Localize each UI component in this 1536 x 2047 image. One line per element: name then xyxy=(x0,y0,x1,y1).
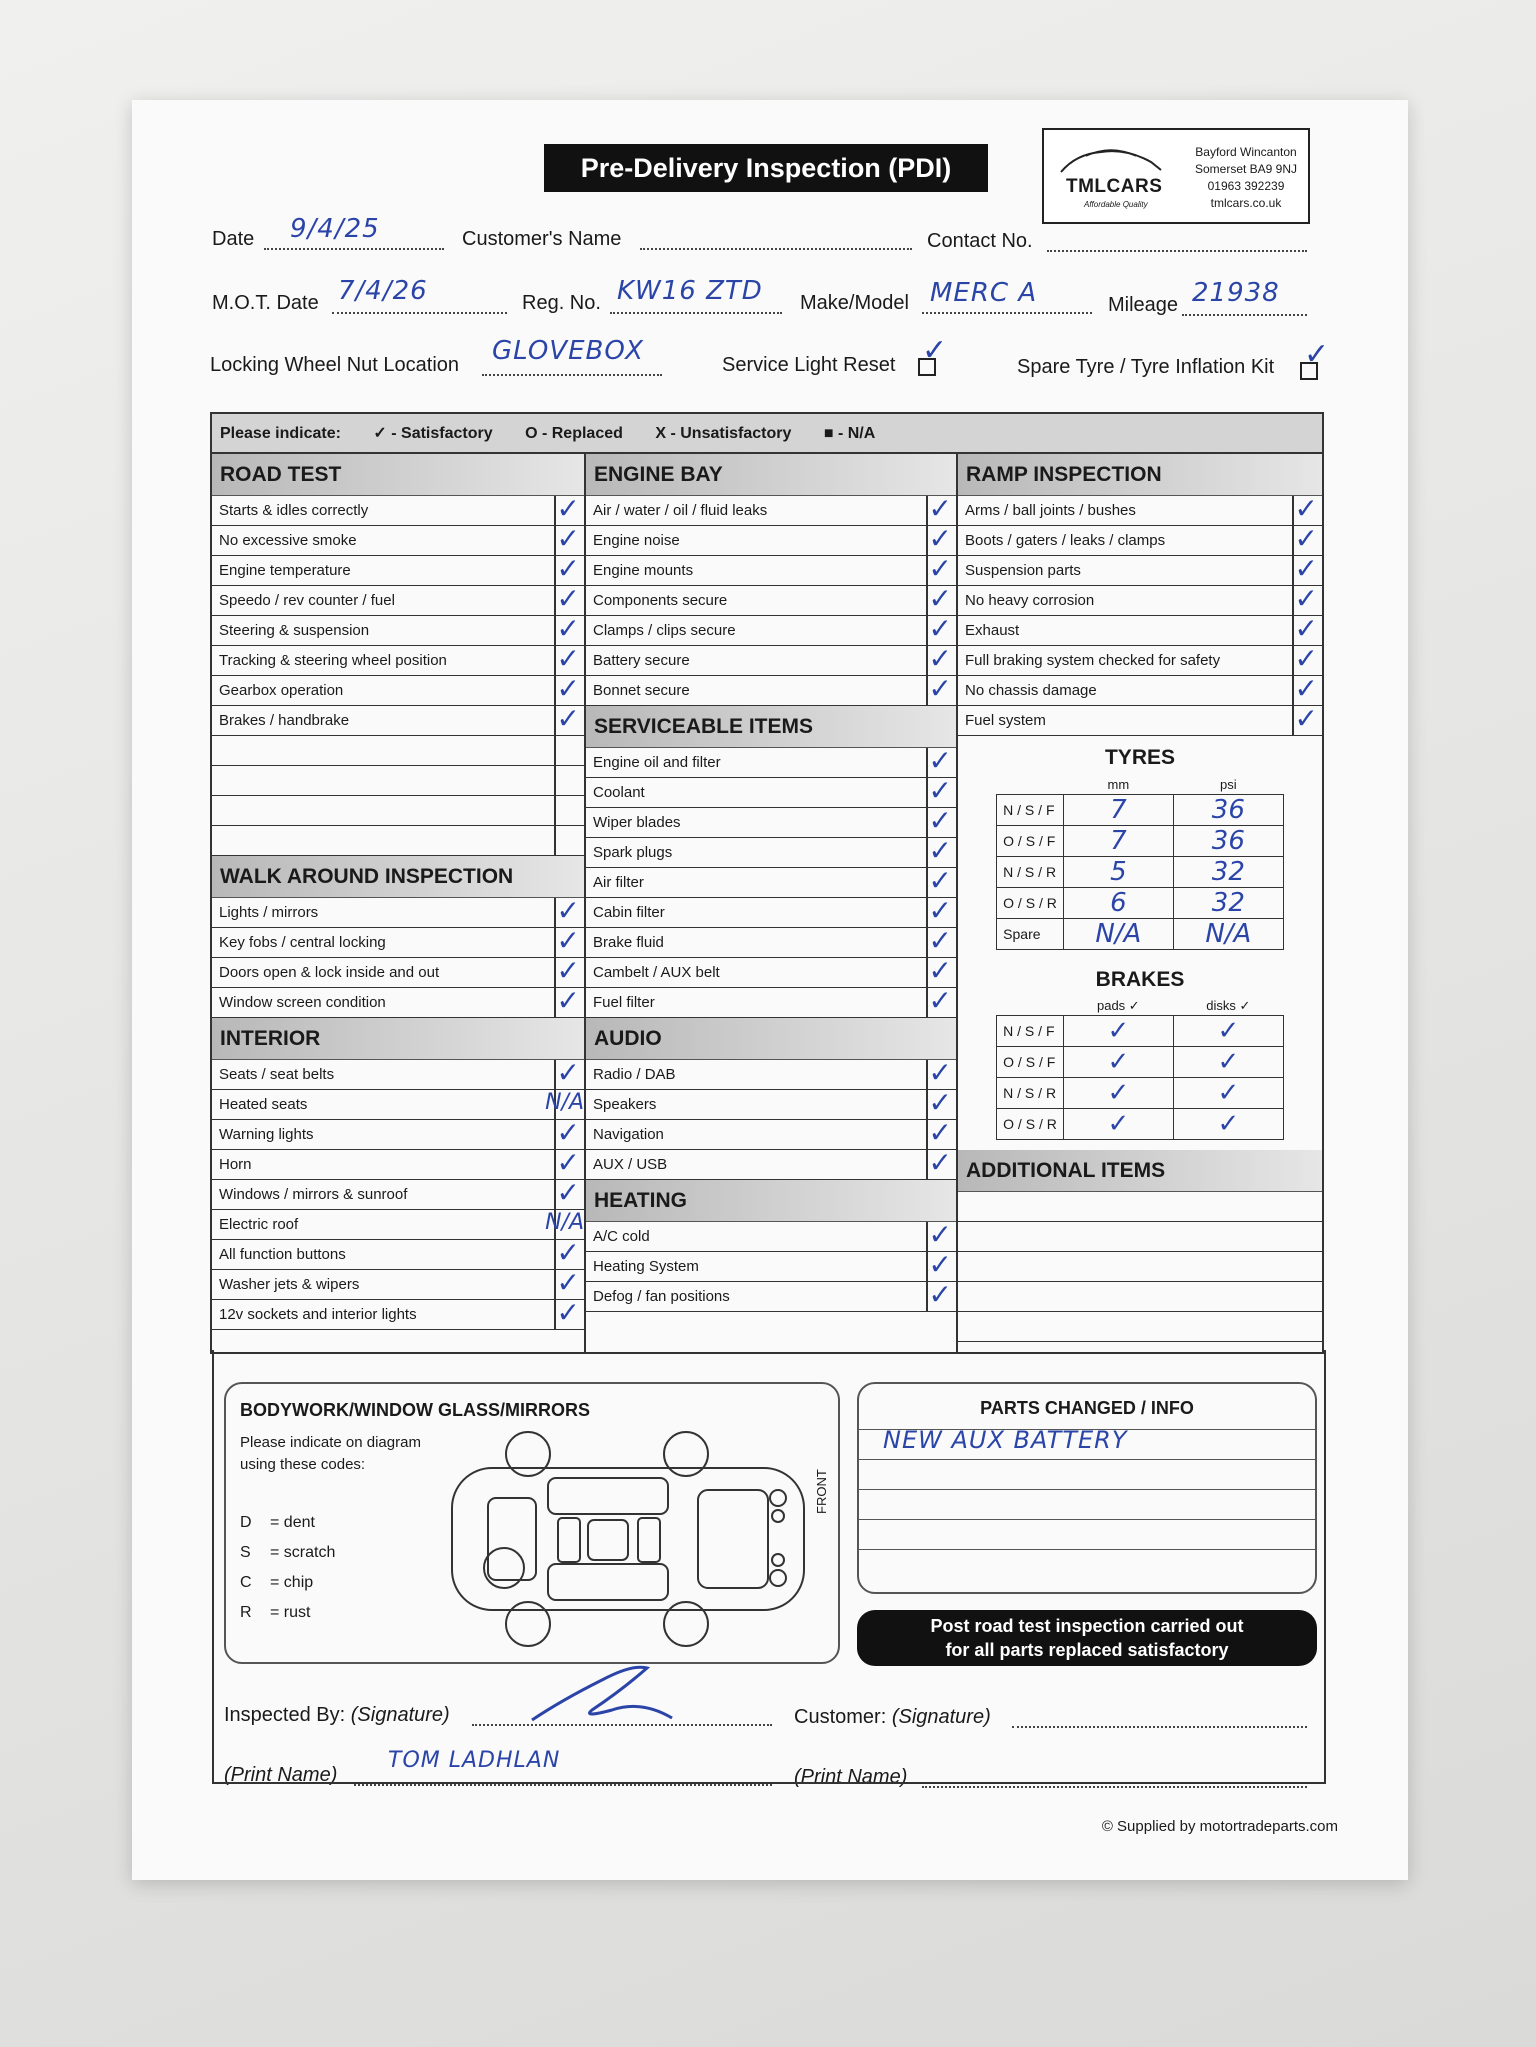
road-test-row[interactable] xyxy=(212,672,584,706)
engine-bay-label: Engine mounts xyxy=(593,562,694,579)
brakes-table: pads ✓ disks ✓ N / S / F ✓ ✓ O / S / F ✓ ✓ N / S / R ✓ ✓ O / S / R ✓ ✓ xyxy=(996,998,1284,1141)
engine-bay-label: Engine noise xyxy=(593,532,680,549)
brake-row xyxy=(997,1078,1284,1109)
na-mark: N/A xyxy=(545,1210,584,1235)
additional-items-heading: ADDITIONAL ITEMS xyxy=(958,1150,1322,1192)
tyre-pressure-field[interactable]: 32 xyxy=(1173,856,1283,887)
road-test-label: Starts & idles correctly xyxy=(219,502,369,519)
additional-line[interactable] xyxy=(958,1312,1322,1342)
interior-label: Heated seats xyxy=(219,1096,308,1113)
mileage-label: Mileage xyxy=(1108,294,1179,316)
road-test-row[interactable] xyxy=(212,582,584,616)
ramp-row[interactable] xyxy=(958,672,1322,706)
footer-credit: © Supplied by motortradeparts.com xyxy=(1101,1818,1338,1835)
tick-mark-icon: ✓ xyxy=(928,804,952,837)
tick-mark-icon: ✓ xyxy=(928,1116,952,1149)
brake-row xyxy=(997,1016,1284,1047)
tyre-depth-field[interactable]: 7 xyxy=(1063,825,1173,856)
inspector-print-label: (Print Name) xyxy=(224,1764,338,1786)
parts-entry: NEW AUX BATTERY xyxy=(883,1426,1128,1454)
tyre-depth-field[interactable]: N/A xyxy=(1063,918,1173,949)
interior-heading: INTERIOR xyxy=(212,1018,584,1060)
road-test-label: Gearbox operation xyxy=(219,682,344,699)
engine-bay-heading: ENGINE BAY xyxy=(586,454,956,496)
serviceable-row[interactable] xyxy=(586,804,956,838)
tick-mark-icon: ✓ xyxy=(1294,672,1318,705)
audio-label: Speakers xyxy=(593,1096,657,1113)
interior-label: Horn xyxy=(219,1156,252,1173)
logo-tagline: Affordable Quality xyxy=(1084,200,1148,209)
mileage-field[interactable]: 21938 xyxy=(1192,278,1280,308)
engine-bay-row[interactable] xyxy=(586,642,956,676)
road-test-label: No excessive smoke xyxy=(219,532,357,549)
ramp-row[interactable] xyxy=(958,552,1322,586)
tyre-row xyxy=(997,794,1284,825)
tick-mark-icon: ✓ xyxy=(556,1056,580,1089)
make-model-field[interactable]: MERC A xyxy=(930,278,1038,308)
serviceable-label: Engine oil and filter xyxy=(593,754,721,771)
tyre-row xyxy=(997,887,1284,918)
interior-label: 12v sockets and interior lights xyxy=(219,1306,417,1323)
ramp-row[interactable] xyxy=(958,702,1322,736)
ramp-label: Suspension parts xyxy=(965,562,1081,579)
tyre-position: O / S / R xyxy=(997,887,1064,918)
tick-mark-icon: ✓ xyxy=(928,522,952,555)
tick-mark-icon: ✓ xyxy=(556,984,580,1017)
engine-bay-row[interactable] xyxy=(586,582,956,616)
wheel-nut-label: Locking Wheel Nut Location xyxy=(210,354,460,376)
damage-codes: D = dent S = scratch C = chip R = rust xyxy=(240,1514,336,1621)
serviceable-row[interactable] xyxy=(586,774,956,808)
engine-bay-row[interactable] xyxy=(586,492,956,526)
brake-position: O / S / R xyxy=(997,1109,1064,1140)
tick-mark-icon: ✓ xyxy=(928,864,952,897)
bodywork-panel xyxy=(224,1382,840,1664)
tick-mark-icon: ✓ xyxy=(556,672,580,705)
tick-mark-icon: ✓ xyxy=(928,1248,952,1281)
tick-mark-icon: ✓ xyxy=(928,642,952,675)
post-road-test-banner: Post road test inspection carried out for all parts replaced satisfactory xyxy=(857,1610,1317,1666)
tyre-pressure-field[interactable]: 36 xyxy=(1173,794,1283,825)
tick-mark-icon: ✓ xyxy=(928,1086,952,1119)
tyre-pressure-field[interactable]: 36 xyxy=(1173,825,1283,856)
tick-mark-icon: ✓ xyxy=(928,984,952,1017)
engine-bay-row[interactable] xyxy=(586,672,956,706)
ramp-label: Exhaust xyxy=(965,622,1020,639)
customer-name-field[interactable] xyxy=(640,248,912,250)
engine-bay-label: Air / water / oil / fluid leaks xyxy=(593,502,768,519)
engine-bay-row[interactable] xyxy=(586,522,956,556)
brakes-heading: BRAKES xyxy=(1095,967,1185,991)
customer-sig-label: Customer: (Signature) xyxy=(794,1706,991,1728)
ramp-row[interactable] xyxy=(958,612,1322,646)
interior-label: All function buttons xyxy=(219,1246,346,1263)
tick-mark-icon: ✓ xyxy=(1294,582,1318,615)
pads-check-field[interactable]: ✓ xyxy=(1063,1016,1173,1047)
make-model-label: Make/Model xyxy=(800,292,909,314)
service-light-label: Service Light Reset xyxy=(722,354,896,376)
inspector-signature-icon xyxy=(522,1660,682,1730)
serviceable-row[interactable] xyxy=(586,984,956,1018)
car-diagram[interactable] xyxy=(448,1428,818,1648)
interior-label: Windows / mirrors & sunroof xyxy=(219,1186,408,1203)
tyre-pressure-field[interactable]: N/A xyxy=(1173,918,1283,949)
road-test-label: Brakes / handbrake xyxy=(219,712,350,729)
road-test-row[interactable] xyxy=(212,702,584,736)
ramp-row[interactable] xyxy=(958,492,1322,526)
tyre-row xyxy=(997,825,1284,856)
disks-check-field[interactable]: ✓ xyxy=(1173,1047,1283,1078)
disks-check-field[interactable]: ✓ xyxy=(1173,1078,1283,1109)
interior-label: Warning lights xyxy=(219,1126,314,1143)
interior-row[interactable] xyxy=(212,1296,584,1330)
ramp-label: Fuel system xyxy=(965,712,1046,729)
tick-mark-icon: ✓ xyxy=(928,954,952,987)
tick-mark-icon: ✓ xyxy=(1294,612,1318,645)
serviceable-label: Cabin filter xyxy=(593,904,665,921)
customer-signature-field[interactable] xyxy=(1012,1726,1307,1728)
road-test-row[interactable] xyxy=(212,492,584,526)
logo-brand: TMLCARS xyxy=(1066,176,1163,197)
tyre-depth-field[interactable]: 7 xyxy=(1063,794,1173,825)
engine-bay-label: Bonnet secure xyxy=(593,682,690,699)
ramp-row[interactable] xyxy=(958,522,1322,556)
spare-tyre-tick: ✓ xyxy=(1304,337,1330,372)
ramp-label: Arms / ball joints / bushes xyxy=(965,502,1136,519)
tick-mark-icon: ✓ xyxy=(556,1116,580,1149)
tick-mark-icon: ✓ xyxy=(556,582,580,615)
serviceable-label: Coolant xyxy=(593,784,645,801)
tick-mark-icon: ✓ xyxy=(928,924,952,957)
tick-mark-icon: ✓ xyxy=(928,1218,952,1251)
tick-mark-icon: ✓ xyxy=(1294,552,1318,585)
audio-label: Navigation xyxy=(593,1126,664,1143)
parts-changed-panel xyxy=(857,1382,1317,1594)
tick-mark-icon: ✓ xyxy=(556,1266,580,1299)
brake-position: N / S / R xyxy=(997,1078,1064,1109)
ramp-label: Boots / gaters / leaks / clamps xyxy=(965,532,1166,549)
walk-around-label: Key fobs / central locking xyxy=(219,934,386,951)
tick-mark-icon: ✓ xyxy=(556,1146,580,1179)
tyre-pressure-field[interactable]: 32 xyxy=(1173,887,1283,918)
road-test-heading: ROAD TEST xyxy=(212,454,584,496)
parts-line[interactable] xyxy=(859,1460,1315,1490)
tick-mark-icon: ✓ xyxy=(928,612,952,645)
interior-row[interactable] xyxy=(212,1176,584,1210)
walk-around-label: Lights / mirrors xyxy=(219,904,319,921)
engine-bay-row[interactable] xyxy=(586,612,956,646)
front-label: FRONT xyxy=(814,1469,829,1514)
serviceable-label: Spark plugs xyxy=(593,844,673,861)
wheel-nut-field[interactable]: GLOVEBOX xyxy=(492,336,644,366)
tyre-row xyxy=(997,856,1284,887)
inspection-grid xyxy=(210,412,1324,1354)
date-label: Date xyxy=(212,228,255,250)
tick-mark-icon: ✓ xyxy=(556,492,580,525)
tick-mark-icon: ✓ xyxy=(928,1146,952,1179)
tick-mark-icon: ✓ xyxy=(556,552,580,585)
walk-around-row[interactable] xyxy=(212,924,584,958)
walk-around-row[interactable] xyxy=(212,954,584,988)
additional-line[interactable] xyxy=(958,1192,1322,1222)
additional-line[interactable] xyxy=(958,1222,1322,1252)
inspected-by-label: Inspected By: (Signature) xyxy=(224,1704,450,1726)
tyre-depth-field[interactable]: 6 xyxy=(1063,887,1173,918)
tick-mark-icon: ✓ xyxy=(1294,642,1318,675)
walk-around-label: Doors open & lock inside and out xyxy=(219,964,440,981)
tick-mark-icon: ✓ xyxy=(556,642,580,675)
road-test-row[interactable] xyxy=(212,642,584,676)
interior-label: Washer jets & wipers xyxy=(219,1276,360,1293)
audio-row[interactable] xyxy=(586,1086,956,1120)
mot-date-field[interactable]: 7/4/26 xyxy=(338,276,428,306)
contact-label: Contact No. xyxy=(927,230,1033,252)
audio-heading: AUDIO xyxy=(586,1018,956,1060)
contact-field[interactable] xyxy=(1047,250,1307,252)
interior-row[interactable] xyxy=(212,1236,584,1270)
customer-name-label: Customer's Name xyxy=(462,228,622,250)
heating-label: Defog / fan positions xyxy=(593,1288,730,1305)
tick-mark-icon: ✓ xyxy=(928,672,952,705)
serviceable-label: Fuel filter xyxy=(593,994,655,1011)
heating-row[interactable] xyxy=(586,1248,956,1282)
walk-around-row[interactable] xyxy=(212,894,584,928)
tick-mark-icon: ✓ xyxy=(556,702,580,735)
column-right xyxy=(958,454,1322,1352)
tick-mark-icon: ✓ xyxy=(556,894,580,927)
tyre-position: Spare xyxy=(997,918,1064,949)
reg-label: Reg. No. xyxy=(522,292,601,314)
legend-bar: Please indicate: ✓ - Satisfactory O - Replaced X - Unsatisfactory ■ - N/A xyxy=(212,414,1322,454)
tick-mark-icon: ✓ xyxy=(928,774,952,807)
ramp-label: No chassis damage xyxy=(965,682,1097,699)
column-left xyxy=(212,454,586,1352)
brake-row xyxy=(997,1109,1284,1140)
engine-bay-row[interactable] xyxy=(586,552,956,586)
dealer-address: Bayford Wincanton Somerset BA9 9NJ 01963 392239 tmlcars.co.uk xyxy=(1194,145,1298,210)
reg-field[interactable]: KW16 ZTD xyxy=(617,276,763,306)
tyre-position: O / S / F xyxy=(997,825,1064,856)
interior-row[interactable] xyxy=(212,1056,584,1090)
parts-line[interactable] xyxy=(859,1426,1315,1460)
na-mark: N/A xyxy=(545,1090,584,1115)
serviceable-row[interactable] xyxy=(586,924,956,958)
serviceable-row[interactable] xyxy=(586,864,956,898)
serviceable-row[interactable] xyxy=(586,744,956,778)
tick-mark-icon: ✓ xyxy=(556,924,580,957)
heating-label: Heating System xyxy=(593,1258,699,1275)
tick-mark-icon: ✓ xyxy=(1294,522,1318,555)
road-test-row[interactable] xyxy=(212,552,584,586)
tyre-depth-field[interactable]: 5 xyxy=(1063,856,1173,887)
ramp-label: No heavy corrosion xyxy=(965,592,1095,609)
tick-mark-icon: ✓ xyxy=(556,612,580,645)
bodywork-title: BODYWORK/WINDOW GLASS/MIRRORS xyxy=(240,1400,590,1420)
interior-row[interactable] xyxy=(212,1146,584,1180)
interior-row[interactable] xyxy=(212,1266,584,1300)
road-test-row[interactable] xyxy=(212,522,584,556)
dealer-logo xyxy=(1042,128,1310,224)
parts-line[interactable] xyxy=(859,1490,1315,1520)
interior-row[interactable] xyxy=(212,1090,584,1120)
disks-check-field[interactable]: ✓ xyxy=(1173,1109,1283,1140)
audio-row[interactable] xyxy=(586,1056,956,1090)
engine-bay-label: Battery secure xyxy=(593,652,690,669)
pdi-form-sheet xyxy=(132,100,1408,1880)
walk-around-row[interactable] xyxy=(212,984,584,1018)
ramp-row[interactable] xyxy=(958,582,1322,616)
tick-mark-icon: ✓ xyxy=(556,1176,580,1209)
ramp-heading: RAMP INSPECTION xyxy=(958,454,1322,496)
additional-line[interactable] xyxy=(958,1282,1322,1312)
column-middle xyxy=(586,454,958,1352)
heating-label: A/C cold xyxy=(593,1228,650,1245)
serviceable-row[interactable] xyxy=(586,834,956,868)
road-test-label: Steering & suspension xyxy=(219,622,370,639)
serviceable-label: Cambelt / AUX belt xyxy=(593,964,720,981)
tick-mark-icon: ✓ xyxy=(1294,702,1318,735)
interior-row[interactable] xyxy=(212,1210,584,1240)
brake-row xyxy=(997,1047,1284,1078)
pads-check-field[interactable]: ✓ xyxy=(1063,1109,1173,1140)
walk-around-label: Window screen condition xyxy=(219,994,386,1011)
road-test-row[interactable] xyxy=(212,612,584,646)
interior-label: Electric roof xyxy=(219,1216,299,1233)
serviceable-label: Wiper blades xyxy=(593,814,681,831)
tick-mark-icon: ✓ xyxy=(556,1296,580,1329)
brake-position: O / S / F xyxy=(997,1047,1064,1078)
road-test-label: Speedo / rev counter / fuel xyxy=(219,592,395,609)
tyres-heading: TYRES xyxy=(1104,746,1175,769)
tick-mark-icon: ✓ xyxy=(556,1236,580,1269)
serviceable-label: Brake fluid xyxy=(593,934,664,951)
additional-line[interactable] xyxy=(958,1252,1322,1282)
tick-mark-icon: ✓ xyxy=(556,522,580,555)
service-light-tick: ✓ xyxy=(922,333,948,368)
parts-title: PARTS CHANGED / INFO xyxy=(980,1398,1194,1418)
brake-position: N / S / F xyxy=(997,1016,1064,1047)
audio-label: AUX / USB xyxy=(593,1156,668,1173)
heating-heading: HEATING xyxy=(586,1180,956,1222)
road-test-label: Engine temperature xyxy=(219,562,351,579)
tick-mark-icon: ✓ xyxy=(928,492,952,525)
audio-row[interactable] xyxy=(586,1146,956,1180)
tick-mark-icon: ✓ xyxy=(928,552,952,585)
tick-mark-icon: ✓ xyxy=(1294,492,1318,525)
interior-row[interactable] xyxy=(212,1116,584,1150)
tick-mark-icon: ✓ xyxy=(928,1056,952,1089)
spare-tyre-label: Spare Tyre / Tyre Inflation Kit xyxy=(1017,356,1275,378)
pads-check-field[interactable]: ✓ xyxy=(1063,1047,1173,1078)
pads-check-field[interactable]: ✓ xyxy=(1063,1078,1173,1109)
tick-mark-icon: ✓ xyxy=(928,834,952,867)
tick-mark-icon: ✓ xyxy=(928,744,952,777)
heating-row[interactable] xyxy=(586,1278,956,1312)
tyres-table: mm psi N / S / F 7 36 O / S / F 7 36 N / S / R 5 32 O / S / R 6 32 Spare N/A N/A xyxy=(996,776,1284,950)
parts-line[interactable] xyxy=(859,1520,1315,1550)
customer-print-field[interactable] xyxy=(922,1786,1307,1788)
heating-row[interactable] xyxy=(586,1218,956,1252)
tyre-row xyxy=(997,918,1284,949)
inspector-print-field[interactable]: TOM LADHLAN xyxy=(388,1748,561,1773)
ramp-label: Full braking system checked for safety xyxy=(965,652,1221,669)
date-field[interactable]: 9/4/25 xyxy=(290,214,380,244)
serviceable-heading: SERVICEABLE ITEMS xyxy=(586,706,956,748)
tick-mark-icon: ✓ xyxy=(928,1278,952,1311)
customer-print-label: (Print Name) xyxy=(794,1766,908,1788)
audio-row[interactable] xyxy=(586,1116,956,1150)
interior-label: Seats / seat belts xyxy=(219,1066,335,1083)
walk-around-heading: WALK AROUND INSPECTION xyxy=(212,856,584,898)
tick-mark-icon: ✓ xyxy=(556,954,580,987)
tick-mark-icon: ✓ xyxy=(928,582,952,615)
ramp-row[interactable] xyxy=(958,642,1322,676)
road-test-label: Tracking & steering wheel position xyxy=(219,652,447,669)
tyre-position: N / S / F xyxy=(997,794,1064,825)
engine-bay-label: Clamps / clips secure xyxy=(593,622,736,639)
tick-mark-icon: ✓ xyxy=(928,894,952,927)
form-title: Pre-Delivery Inspection (PDI) xyxy=(544,144,988,192)
disks-check-field[interactable]: ✓ xyxy=(1173,1016,1283,1047)
engine-bay-label: Components secure xyxy=(593,592,728,609)
bodywork-instructions: Please indicate on diagram using these codes: xyxy=(240,1434,421,1473)
audio-label: Radio / DAB xyxy=(593,1066,676,1083)
tyre-position: N / S / R xyxy=(997,856,1064,887)
serviceable-row[interactable] xyxy=(586,954,956,988)
serviceable-label: Air filter xyxy=(593,874,644,891)
mot-date-label: M.O.T. Date xyxy=(212,292,319,314)
serviceable-row[interactable] xyxy=(586,894,956,928)
